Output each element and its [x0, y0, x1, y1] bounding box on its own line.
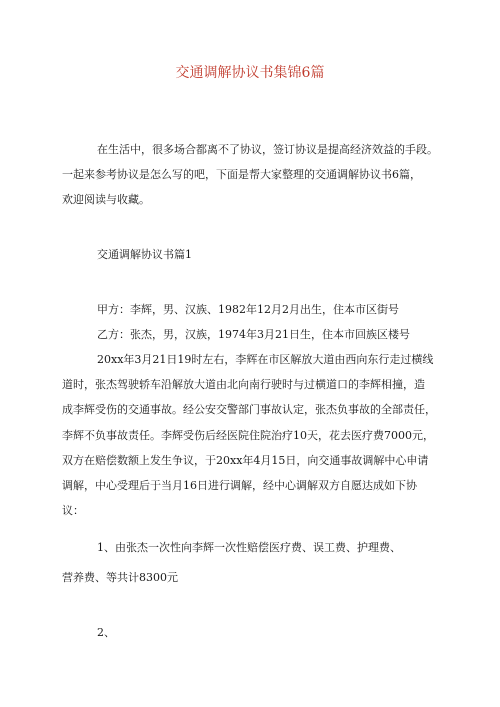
body-line-6: 调解，中心受理后于当月16日进行调解，经中心调解双方自愿达成如下协: [62, 479, 417, 492]
body-line-7: 议：: [62, 504, 84, 517]
item-1-line-1: 1、由张杰一次性向李辉一次性赔偿医疗费、误工费、护理费、: [97, 541, 401, 554]
intro-line-2: 一起来参考协议是怎么写的吧，下面是帮大家整理的交通调解协议书6篇，: [62, 168, 421, 181]
item-2-start: 2、: [97, 626, 115, 639]
section-heading: 交通调解协议书篇1: [97, 248, 192, 261]
item-1-line-2: 营养费、等共计8300元: [62, 571, 178, 584]
party-a-line: 甲方：李辉，男、汉族、1982年12月2月出生，住本市区街号: [97, 303, 399, 316]
document-title: 交通调解协议书集锦6篇: [175, 65, 325, 81]
body-line-1: 20xx年3月21日19时左右，李辉在市区解放大道由西向东行走过横线: [97, 353, 434, 366]
body-line-2: 道时，张杰驾驶轿车沿解放大道由北向南行驶时与过横道口的李辉相撞，造: [62, 378, 425, 391]
body-line-4: 李辉不负事故责任。李辉受伤后经医院住院治疗10天，花去医疗费7000元，: [62, 429, 434, 442]
body-line-3: 成李辉受伤的交通事故。经公安交警部门事故认定，张杰负事故的全部责任，: [62, 403, 436, 416]
intro-line-3: 欢迎阅读与收藏。: [62, 193, 150, 206]
party-b-line: 乙方：张杰，男，汉族，1974年3月21日生，住本市回族区楼号: [97, 328, 410, 341]
intro-line-1: 在生活中，很多场合都离不了协议，签订协议是提高经济效益的手段。: [97, 143, 438, 156]
body-line-5: 双方在赔偿数额上发生争议，于20xx年4月15日，向交通事故调解中心申请: [62, 454, 429, 467]
